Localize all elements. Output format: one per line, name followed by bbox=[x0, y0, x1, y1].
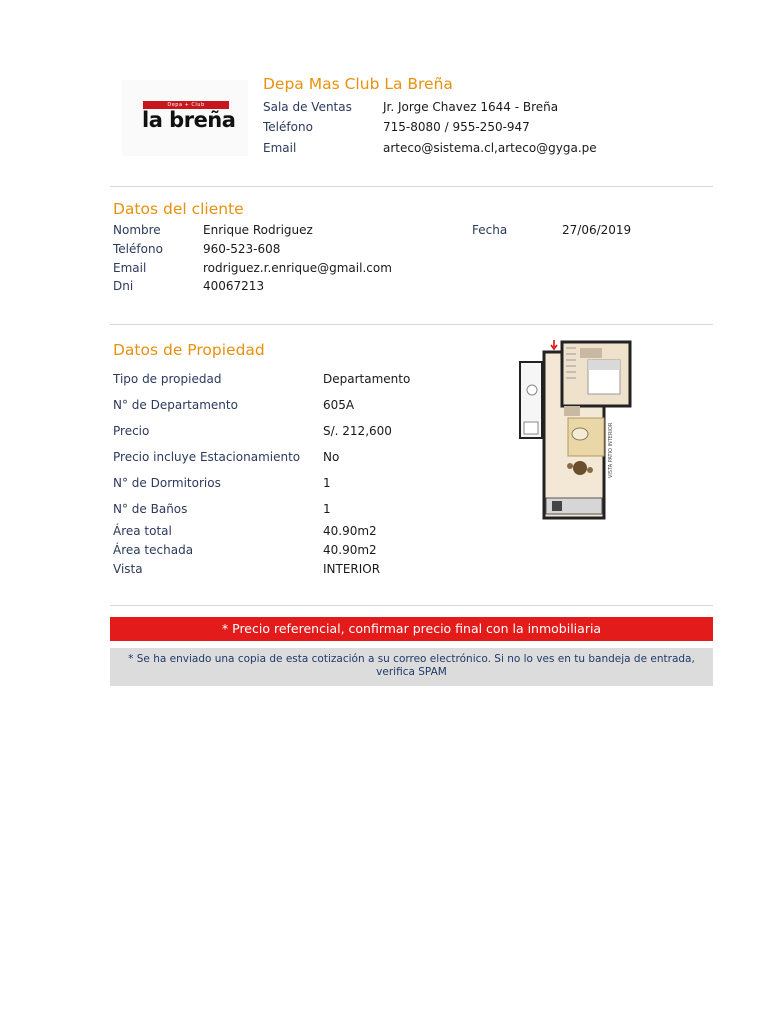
client-section-title: Datos del cliente bbox=[113, 200, 244, 218]
logo-tagline: Depa + Club bbox=[143, 101, 229, 109]
property-section-title: Datos de Propiedad bbox=[113, 341, 265, 359]
header-email-label: Email bbox=[263, 141, 297, 155]
date-value: 27/06/2019 bbox=[562, 223, 632, 237]
divider bbox=[110, 324, 713, 325]
parking-value: No bbox=[323, 450, 340, 464]
bedrooms-label: N° de Dormitorios bbox=[113, 476, 221, 490]
view-value: INTERIOR bbox=[323, 562, 381, 576]
bedrooms-value: 1 bbox=[323, 476, 331, 490]
header-email-value: arteco@sistema.cl,arteco@gyga.pe bbox=[383, 141, 597, 155]
sales-office-value: Jr. Jorge Chavez 1644 - Breña bbox=[383, 100, 559, 114]
parking-label: Precio incluye Estacionamiento bbox=[113, 450, 301, 464]
client-email-value: rodriguez.r.enrique@gmail.com bbox=[203, 261, 392, 275]
unit-number-label: N° de Departamento bbox=[113, 398, 238, 412]
client-dni-label: Dni bbox=[113, 279, 134, 293]
roofed-area-label: Área techada bbox=[113, 543, 194, 557]
client-name-label: Nombre bbox=[113, 223, 161, 237]
client-phone-value: 960-523-608 bbox=[203, 242, 281, 256]
total-area-label: Área total bbox=[113, 524, 172, 538]
price-disclaimer-banner: * Precio referencial, confirmar precio final con la inmobiliaria bbox=[110, 617, 713, 641]
unit-number-value: 605A bbox=[323, 398, 355, 412]
date-label: Fecha bbox=[472, 223, 508, 237]
bathrooms-value: 1 bbox=[323, 502, 331, 516]
logo-name: la breña bbox=[142, 108, 236, 132]
client-email-label: Email bbox=[113, 261, 147, 275]
client-name-value: Enrique Rodriguez bbox=[203, 223, 313, 237]
sales-office-label: Sala de Ventas bbox=[263, 100, 352, 114]
client-phone-label: Teléfono bbox=[113, 242, 163, 256]
bathrooms-label: N° de Baños bbox=[113, 502, 188, 516]
project-title: Depa Mas Club La Breña bbox=[263, 75, 453, 93]
floor-plan-image bbox=[518, 338, 634, 522]
divider bbox=[110, 605, 713, 606]
price-label: Precio bbox=[113, 424, 150, 438]
total-area-value: 40.90m2 bbox=[323, 524, 377, 538]
price-value: S/. 212,600 bbox=[323, 424, 392, 438]
view-label: Vista bbox=[113, 562, 143, 576]
plan-side-label: VISTA PATIO INTERIOR bbox=[608, 422, 614, 478]
client-dni-value: 40067213 bbox=[203, 279, 265, 293]
header-phone-value: 715-8080 / 955-250-947 bbox=[383, 120, 530, 134]
header-phone-label: Teléfono bbox=[263, 120, 313, 134]
email-copy-notice bbox=[110, 648, 713, 686]
email-notice-line-1: * Se ha enviado una copia de esta cotización a su correo electrónico. Si no lo ves en tu bandeja de entrada, bbox=[128, 653, 695, 665]
property-type-value: Departamento bbox=[323, 372, 411, 386]
property-type-label: Tipo de propiedad bbox=[113, 372, 222, 386]
brand-logo bbox=[122, 80, 248, 156]
divider bbox=[110, 186, 713, 187]
email-notice-line-2: verifica SPAM bbox=[376, 666, 447, 678]
roofed-area-value: 40.90m2 bbox=[323, 543, 377, 557]
